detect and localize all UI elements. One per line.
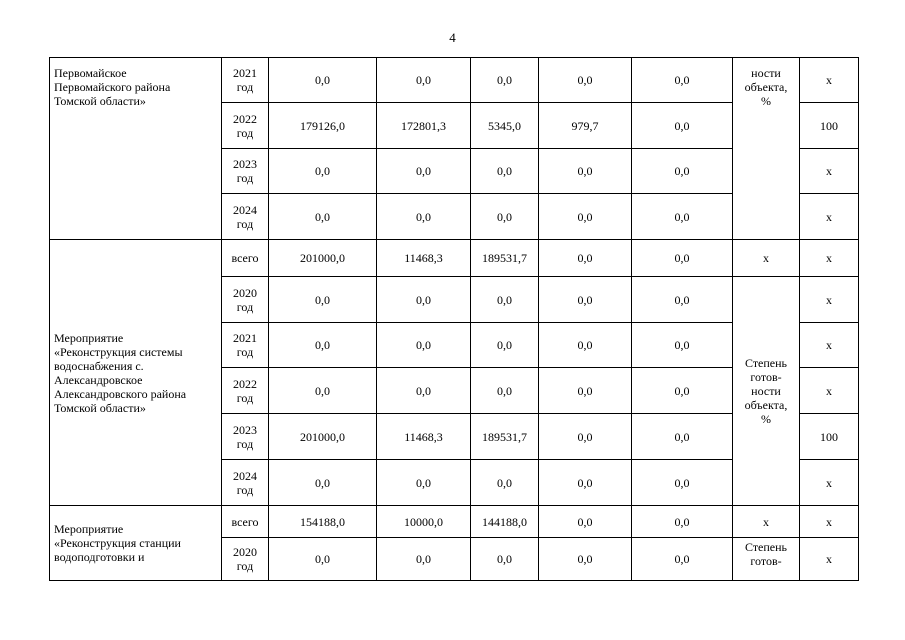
indicator-value-cell: х: [800, 538, 859, 581]
period-cell: 2020 год: [222, 277, 269, 323]
indicator-name-cell: ности объекта, %: [733, 58, 800, 240]
extrabudget-cell: 0,0: [632, 460, 733, 506]
extrabudget-cell: 0,0: [632, 323, 733, 368]
regional-budget-cell: 0,0: [471, 460, 539, 506]
regional-budget-cell: 144188,0: [471, 506, 539, 538]
total-amount-cell: 0,0: [269, 277, 377, 323]
total-amount-cell: 0,0: [269, 460, 377, 506]
indicator-name-cell: х: [733, 240, 800, 277]
local-budget-cell: 0,0: [539, 277, 632, 323]
period-cell: 2024 год: [222, 460, 269, 506]
federal-budget-cell: 0,0: [377, 538, 471, 581]
total-amount-cell: 0,0: [269, 194, 377, 240]
total-amount-cell: 0,0: [269, 323, 377, 368]
regional-budget-cell: 5345,0: [471, 103, 539, 149]
period-cell: 2021 год: [222, 323, 269, 368]
total-amount-cell: 0,0: [269, 58, 377, 103]
federal-budget-cell: 0,0: [377, 194, 471, 240]
indicator-value-cell: х: [800, 368, 859, 414]
local-budget-cell: 0,0: [539, 323, 632, 368]
federal-budget-cell: 0,0: [377, 368, 471, 414]
local-budget-cell: 0,0: [539, 538, 632, 581]
budget-table: [49, 57, 859, 581]
extrabudget-cell: 0,0: [632, 538, 733, 581]
total-amount-cell: 0,0: [269, 538, 377, 581]
total-amount-cell: 201000,0: [269, 240, 377, 277]
regional-budget-cell: 0,0: [471, 58, 539, 103]
federal-budget-cell: 0,0: [377, 323, 471, 368]
local-budget-cell: 0,0: [539, 460, 632, 506]
indicator-value-cell: х: [800, 240, 859, 277]
federal-budget-cell: 172801,3: [377, 103, 471, 149]
indicator-value-cell: 100: [800, 103, 859, 149]
extrabudget-cell: 0,0: [632, 194, 733, 240]
indicator-value-cell: х: [800, 58, 859, 103]
indicator-value-cell: х: [800, 460, 859, 506]
extrabudget-cell: 0,0: [632, 149, 733, 194]
federal-budget-cell: 11468,3: [377, 240, 471, 277]
federal-budget-cell: 11468,3: [377, 414, 471, 460]
activity-name-cell: Мероприятие «Реконструкция системы водоснабжения с. Александровское Александровского района Томской области»: [50, 240, 222, 506]
period-cell: 2023 год: [222, 149, 269, 194]
local-budget-cell: 0,0: [539, 149, 632, 194]
table-row-total: [50, 506, 859, 538]
regional-budget-cell: 189531,7: [471, 414, 539, 460]
regional-budget-cell: 0,0: [471, 149, 539, 194]
period-cell: всего: [222, 506, 269, 538]
activity-name-cell: Мероприятие «Реконструкция станции водоподготовки и: [50, 506, 222, 581]
federal-budget-cell: 0,0: [377, 58, 471, 103]
indicator-value-cell: х: [800, 277, 859, 323]
federal-budget-cell: 0,0: [377, 460, 471, 506]
period-cell: 2020 год: [222, 538, 269, 581]
regional-budget-cell: 0,0: [471, 538, 539, 581]
regional-budget-cell: 0,0: [471, 368, 539, 414]
indicator-value-cell: х: [800, 194, 859, 240]
regional-budget-cell: 189531,7: [471, 240, 539, 277]
indicator-value-cell: х: [800, 506, 859, 538]
regional-budget-cell: 0,0: [471, 323, 539, 368]
extrabudget-cell: 0,0: [632, 58, 733, 103]
extrabudget-cell: 0,0: [632, 368, 733, 414]
extrabudget-cell: 0,0: [632, 103, 733, 149]
federal-budget-cell: 10000,0: [377, 506, 471, 538]
regional-budget-cell: 0,0: [471, 194, 539, 240]
table-row: [50, 58, 859, 103]
local-budget-cell: 0,0: [539, 240, 632, 277]
local-budget-cell: 0,0: [539, 414, 632, 460]
local-budget-cell: 0,0: [539, 58, 632, 103]
indicator-value-cell: х: [800, 149, 859, 194]
indicator-value-cell: 100: [800, 414, 859, 460]
indicator-name-cell: Степень готов- ности объекта, %: [733, 277, 800, 506]
total-amount-cell: 0,0: [269, 368, 377, 414]
federal-budget-cell: 0,0: [377, 149, 471, 194]
page-number: 4: [449, 30, 456, 45]
local-budget-cell: 0,0: [539, 506, 632, 538]
extrabudget-cell: 0,0: [632, 240, 733, 277]
period-cell: 2022 год: [222, 103, 269, 149]
period-cell: всего: [222, 240, 269, 277]
indicator-name-cell: Степень готов-: [733, 538, 800, 581]
extrabudget-cell: 0,0: [632, 277, 733, 323]
local-budget-cell: 0,0: [539, 194, 632, 240]
period-cell: 2021 год: [222, 58, 269, 103]
federal-budget-cell: 0,0: [377, 277, 471, 323]
local-budget-cell: 0,0: [539, 368, 632, 414]
regional-budget-cell: 0,0: [471, 277, 539, 323]
total-amount-cell: 201000,0: [269, 414, 377, 460]
indicator-name-cell: х: [733, 506, 800, 538]
total-amount-cell: 0,0: [269, 149, 377, 194]
indicator-value-cell: х: [800, 323, 859, 368]
total-amount-cell: 154188,0: [269, 506, 377, 538]
period-cell: 2024 год: [222, 194, 269, 240]
period-cell: 2023 год: [222, 414, 269, 460]
extrabudget-cell: 0,0: [632, 506, 733, 538]
local-budget-cell: 979,7: [539, 103, 632, 149]
activity-name-cell: Первомайское Первомайского района Томской области»: [50, 58, 222, 240]
total-amount-cell: 179126,0: [269, 103, 377, 149]
period-cell: 2022 год: [222, 368, 269, 414]
extrabudget-cell: 0,0: [632, 414, 733, 460]
table-row-total: [50, 240, 859, 277]
